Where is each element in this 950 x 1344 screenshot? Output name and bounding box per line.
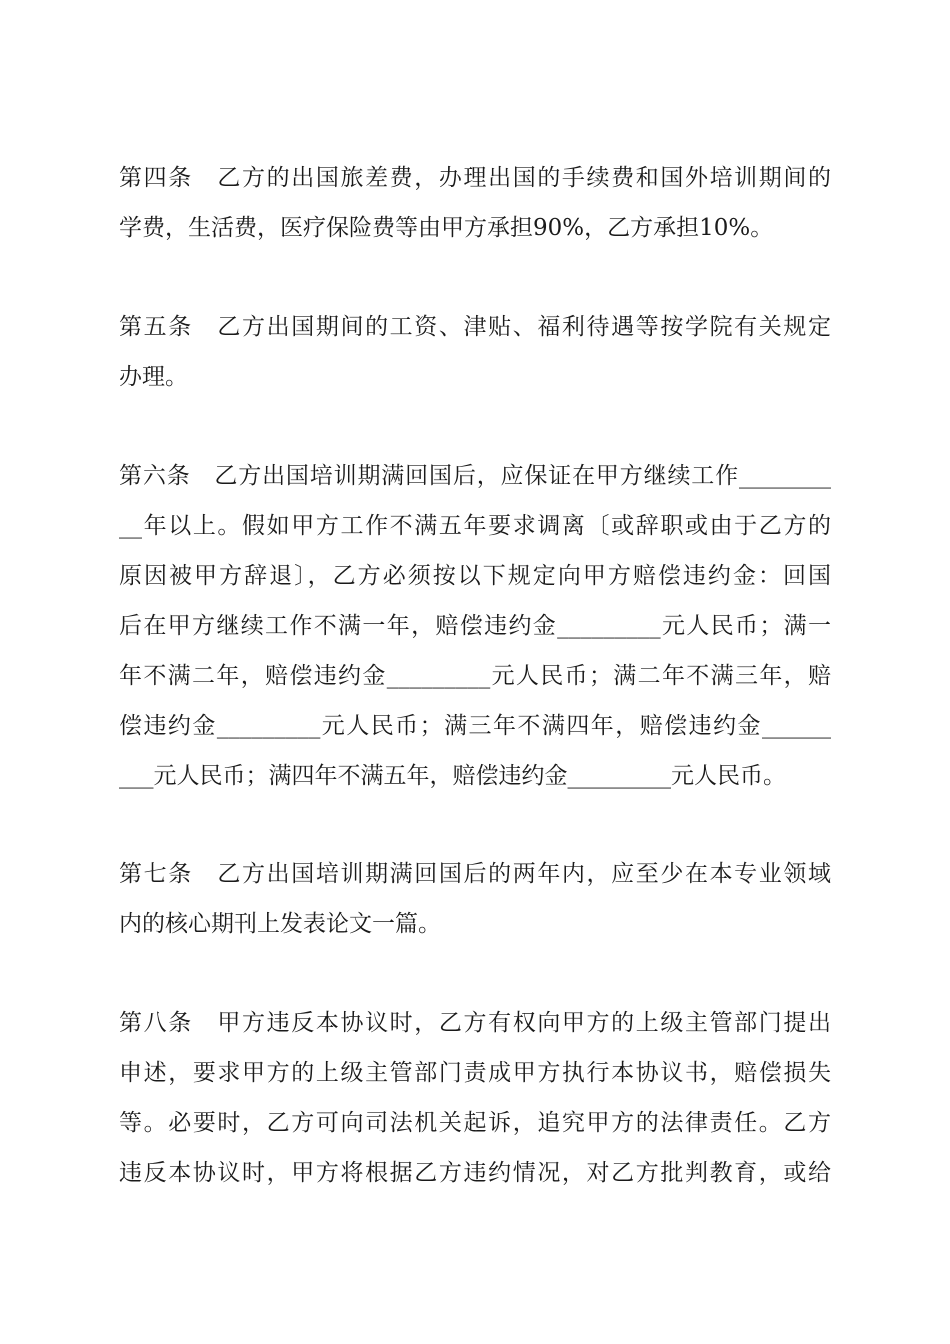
article-8-line-1: 第八条 甲方违反本协议时，乙方有权向甲方的上级主管部门提出 — [119, 1010, 831, 1036]
article-6-line-2: __年以上。假如甲方工作不满五年要求调离〔或辞职或由于乙方的 — [119, 513, 831, 539]
article-7-line-2: 内的核心期刊上发表论文一篇。 — [119, 911, 441, 937]
article-6-line-5: 年不满二年，赔偿违约金_________元人民币；满二年不满三年，赔 — [119, 663, 831, 689]
article-6-line-7: ___元人民币；满四年不满五年，赔偿违约金_________元人民币。 — [119, 763, 786, 789]
article-8-line-3: 等。必要时，乙方可向司法机关起诉，追究甲方的法律责任。乙方 — [119, 1110, 831, 1136]
article-6-line-1: 第六条 乙方出国培训期满回国后，应保证在甲方继续工作________ — [119, 463, 831, 489]
article-8-line-4: 违反本协议时，甲方将根据乙方违约情况，对乙方批判教育，或给 — [119, 1160, 831, 1186]
article-6-line-4: 后在甲方继续工作不满一年，赔偿违约金_________元人民币；满一 — [119, 613, 831, 639]
article-5-line-2: 办理。 — [119, 364, 188, 390]
article-4-line-2: 学费，生活费，医疗保险费等由甲方承担90%，乙方承担10%。 — [119, 215, 774, 241]
article-6-line-6: 偿违约金_________元人民币；满三年不满四年，赔偿违约金______ — [119, 713, 831, 739]
article-7-line-1: 第七条 乙方出国培训期满回国后的两年内，应至少在本专业领域 — [119, 861, 831, 887]
article-6-line-3: 原因被甲方辞退〕，乙方必须按以下规定向甲方赔偿违约金：回国 — [119, 563, 831, 589]
article-8-line-2: 申述，要求甲方的上级主管部门责成甲方执行本协议书，赔偿损失 — [119, 1060, 831, 1086]
article-4-line-1: 第四条 乙方的出国旅差费，办理出国的手续费和国外培训期间的 — [119, 165, 831, 191]
article-5-line-1: 第五条 乙方出国期间的工资、津贴、福利待遇等按学院有关规定 — [119, 314, 831, 340]
